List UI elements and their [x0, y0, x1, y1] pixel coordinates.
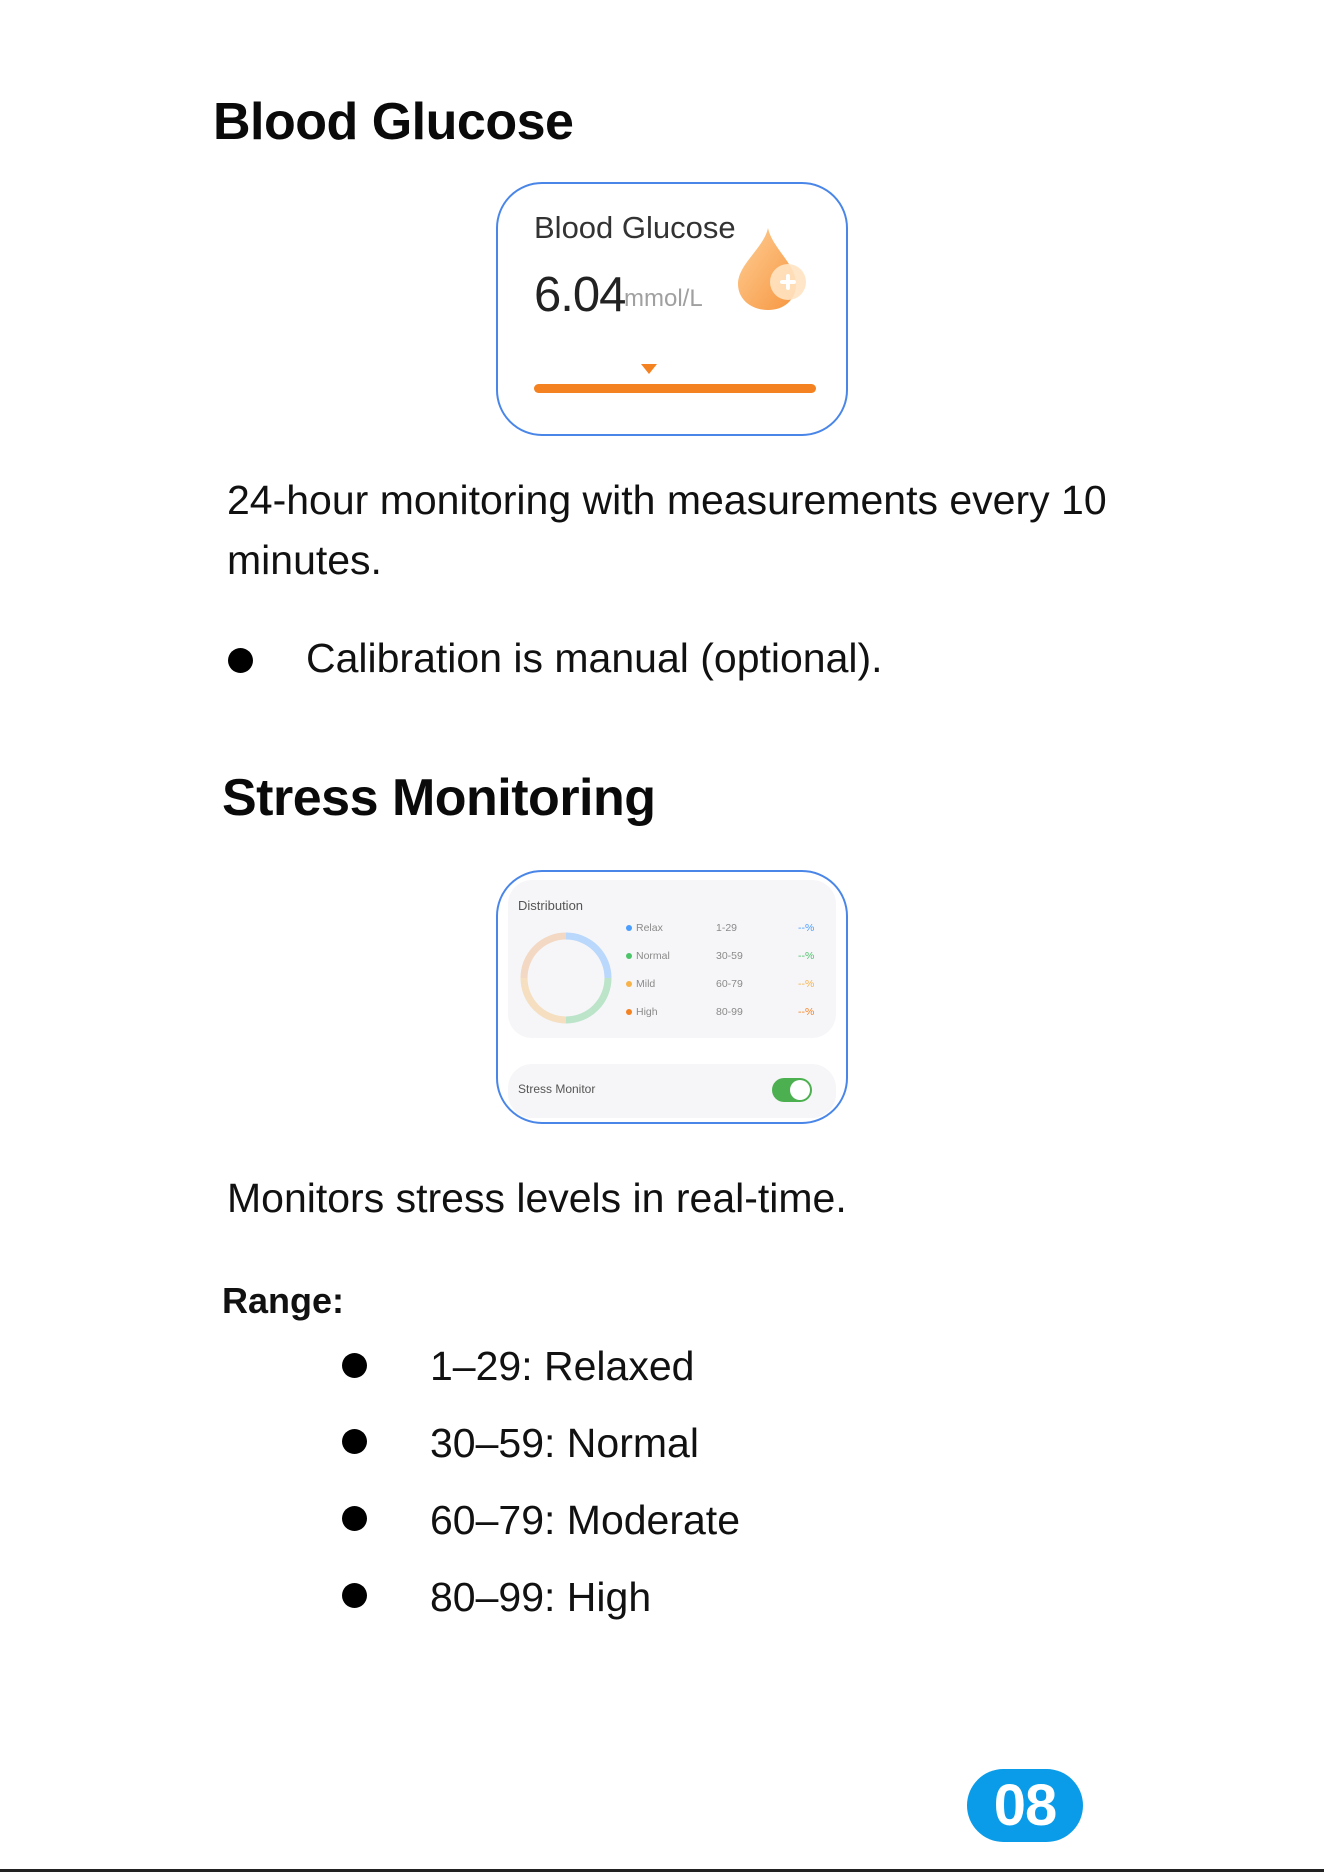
stress-description: Monitors stress levels in real-time. — [227, 1175, 847, 1221]
legend-percent: --% — [798, 922, 815, 934]
legend-item-high — [626, 1006, 658, 1018]
glucose-heading: Blood Glucose — [213, 93, 574, 151]
stress-card — [496, 870, 848, 1124]
legend-percent: --% — [798, 1006, 815, 1018]
range-label: Range: — [222, 1280, 345, 1321]
legend-percent: --% — [798, 978, 815, 990]
glucose-card-title: Blood Glucose — [534, 210, 736, 245]
glucose-card-unit: mmol/L — [624, 285, 703, 312]
legend-percent: --% — [798, 950, 815, 962]
glucose-description: 24-hour monitoring with measurements every 10 minutes. — [227, 477, 1107, 583]
stress-heading: Stress Monitoring — [222, 769, 656, 827]
range-item-high: 80–99: High — [430, 1574, 652, 1620]
legend-range: 30-59 — [716, 950, 743, 962]
bullet-dot — [342, 1429, 367, 1454]
legend-range: 1-29 — [716, 922, 738, 934]
page-number-badge: 08 — [967, 1769, 1083, 1842]
bullet-dot — [342, 1506, 367, 1531]
distribution-donut-chart — [518, 930, 614, 1026]
legend-label: Mild — [636, 978, 656, 990]
bullet-dot — [342, 1583, 367, 1608]
glucose-card-value: 6.04 — [534, 268, 626, 322]
stress-monitor-label: Stress Monitor — [518, 1082, 596, 1096]
glucose-level-marker — [641, 364, 657, 374]
range-item-relaxed: 1–29: Relaxed — [430, 1343, 695, 1389]
range-item-moderate: 60–79: Moderate — [430, 1497, 741, 1543]
legend-dot — [626, 953, 632, 959]
range-item-normal: 30–59: Normal — [430, 1420, 699, 1466]
stress-monitor-toggle[interactable] — [772, 1078, 812, 1102]
glucose-drop-icon — [730, 224, 814, 314]
legend-item-mild — [626, 978, 655, 990]
legend-dot — [626, 1009, 632, 1015]
glucose-bullet-calibration: Calibration is manual (optional). — [306, 635, 883, 681]
glucose-level-bar — [534, 384, 816, 393]
distribution-label: Distribution — [518, 898, 584, 913]
legend-range: 80-99 — [716, 1006, 743, 1018]
legend-label: Relax — [636, 922, 663, 934]
bullet-dot — [342, 1353, 367, 1378]
legend-dot — [626, 925, 632, 931]
legend-item-relax — [626, 922, 663, 934]
toggle-knob — [790, 1080, 810, 1100]
bullet-dot — [228, 648, 253, 673]
legend-label: High — [636, 1006, 658, 1018]
legend-range: 60-79 — [716, 978, 743, 990]
legend-item-normal — [626, 950, 670, 962]
glucose-card — [496, 182, 848, 436]
legend-label: Normal — [636, 950, 670, 962]
legend-dot — [626, 981, 632, 987]
